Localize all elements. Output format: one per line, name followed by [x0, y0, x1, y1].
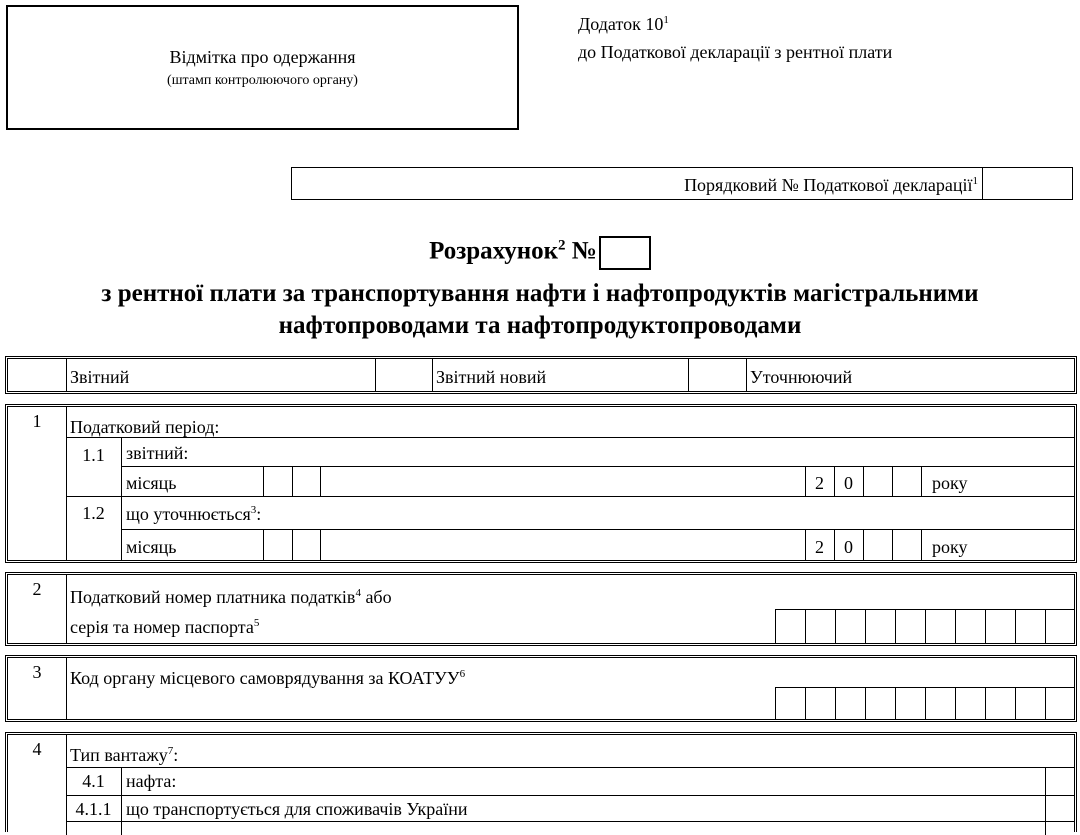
tax-period-section: [5, 404, 1077, 563]
month-label: місяць: [126, 473, 177, 493]
cargo-type-label: Тип вантажу$^7$:: [70, 745, 179, 765]
row-number: 1.1: [82, 445, 105, 465]
clarified-year-input[interactable]: [863, 529, 921, 560]
section-number: 2: [32, 579, 42, 599]
year-suffix: року: [932, 473, 968, 493]
oil-label: нафта:: [126, 771, 177, 791]
stamp-title: Відмітка про одержання: [169, 47, 356, 67]
taxpayer-number-label: Податковий номер платника податків$^4$ або: [70, 587, 392, 607]
report-type-checkbox-3[interactable]: [688, 359, 746, 391]
row-number: 4.1: [82, 771, 105, 791]
stamp-subtitle: (штамп контролюючого органу): [167, 73, 358, 88]
report-type-option-1: Звітний: [70, 367, 130, 387]
year-digit: 0: [844, 537, 853, 557]
domestic-consumers-checkbox[interactable]: [1045, 795, 1074, 823]
taxpayer-id-section: [5, 572, 1077, 646]
domestic-consumers-label: що транспортується для споживачів України: [126, 799, 468, 819]
koatuu-code-input[interactable]: [775, 687, 1074, 719]
reporting-month-input[interactable]: [263, 466, 320, 496]
koatuu-label: Код органу місцевого самоврядування за КОАТУУ$^6$: [70, 668, 466, 688]
section-number: 4: [32, 739, 42, 759]
report-type-checkbox-2[interactable]: [375, 359, 432, 391]
declaration-order-box: [291, 167, 1073, 200]
year-digit: 0: [844, 473, 853, 493]
passport-label: серія та номер паспорта$^5$: [70, 617, 260, 637]
taxpayer-number-input[interactable]: [775, 609, 1074, 643]
oil-checkbox[interactable]: [1045, 767, 1074, 795]
receipt-stamp-box: [6, 5, 519, 130]
document-subtitle-line1: з рентної плати за транспортування нафти і нафтопродуктів магістральними: [101, 280, 979, 307]
appendix-line1: Додаток $10^1$: [578, 14, 669, 34]
section-number: 3: [32, 662, 42, 682]
tax-period-label: Податковий період:: [70, 417, 220, 437]
report-type-option-2: Звітний новий: [436, 367, 547, 387]
section-number: 1: [32, 411, 42, 431]
report-type-option-3: Уточнюючий: [750, 367, 853, 387]
report-type-table: [5, 356, 1077, 394]
year-digit: 2: [815, 473, 824, 493]
row-number: 4.1.1: [75, 799, 112, 819]
row-number: 1.2: [82, 503, 105, 523]
reporting-period-label: звітний:: [126, 443, 189, 463]
declaration-order-input[interactable]: [982, 168, 984, 199]
document-subtitle-line2: нафтопроводами та нафтопродуктопроводами: [278, 312, 802, 339]
year-digit: 2: [815, 537, 824, 557]
declaration-order-label: Порядковий № Податкової декларації$^1$: [684, 175, 978, 195]
koatuu-section: [5, 655, 1077, 722]
year-suffix: року: [932, 537, 968, 557]
cargo-type-section: [5, 732, 1077, 832]
clarified-month-input[interactable]: [263, 529, 320, 560]
clarified-period-label: що уточнюється$^3$:: [126, 504, 262, 524]
appendix-line2: до Податкової декларації з рентної плати: [578, 42, 893, 62]
document-title: Розрахунок$^2$ №: [0, 236, 1080, 270]
month-label: місяць: [126, 537, 177, 557]
report-type-checkbox-1[interactable]: [8, 359, 66, 391]
calculation-number-input[interactable]: [599, 236, 651, 270]
reporting-year-input[interactable]: [863, 466, 921, 496]
